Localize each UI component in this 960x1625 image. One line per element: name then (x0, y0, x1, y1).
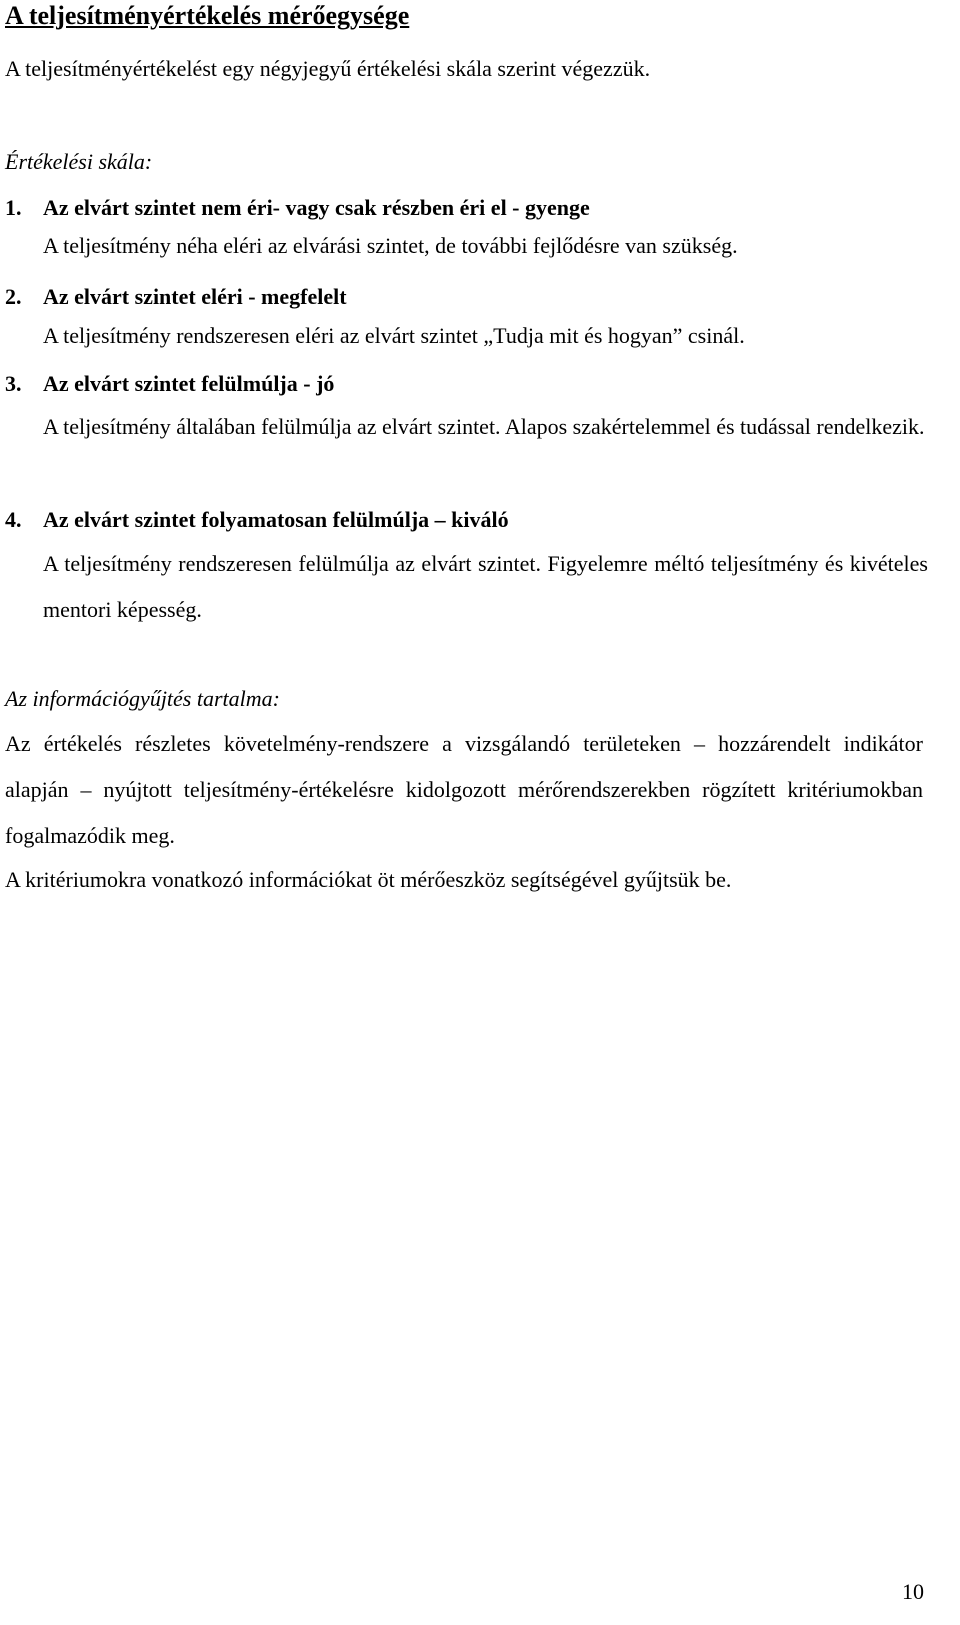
scale-item-1-title-text: Az elvárt szintet nem éri- vagy csak részben éri el - gyenge (43, 195, 590, 220)
page-number: 10 (902, 1579, 924, 1604)
scale-item-4-title-text: Az elvárt szintet folyamatosan felülmúlja – kiváló (43, 507, 509, 532)
intro-text: A teljesítményértékelést egy négyjegyű értékelési skála szerint végezzük. (5, 56, 651, 81)
scale-item-2-title (5, 283, 347, 311)
scale-item-4-description: A teljesítmény rendszeresen felülmúlja az elvárt szintet. Figyelemre méltó teljesítmény és kivételes mentori képesség. (43, 551, 928, 622)
scale-item-1-number: 1. (5, 195, 22, 220)
info-paragraph-2: A kritériumokra vonatkozó információkat öt mérőeszköz segítségével gyűjtsük be. (5, 867, 732, 892)
scale-item-4-number: 4. (5, 507, 22, 532)
scale-item-3-number: 3. (5, 371, 22, 396)
scale-item-3-title (5, 370, 334, 398)
scale-label: Értékelési skála: (5, 149, 153, 174)
scale-item-4-title (5, 506, 509, 534)
scale-item-3-title-text: Az elvárt szintet felülmúlja - jó (43, 371, 335, 396)
info-label: Az információgyűjtés tartalma: (5, 686, 280, 711)
scale-item-1-title (5, 194, 590, 222)
scale-item-2-description: A teljesítmény rendszeresen eléri az elvárt szintet „Tudja mit és hogyan” csinál. (43, 323, 745, 348)
scale-item-2-number: 2. (5, 284, 22, 309)
scale-item-1-description: A teljesítmény néha eléri az elvárási szintet, de további fejlődésre van szükség. (43, 233, 738, 258)
info-paragraph-1: Az értékelés részletes követelmény-rendszere a vizsgálandó területeken – hozzárendelt indikátor alapján – nyújtott teljesítmény-értékelésre kidolgozott mérőrendszerekben rögzített kritériumokban fogalmazódik meg. (5, 731, 923, 848)
scale-item-3-description: A teljesítmény általában felülmúlja az elvárt szintet. Alapos szakértelemmel és tudással rendelkezik. (43, 414, 925, 439)
page-heading: A teljesítményértékelés mérőegysége (5, 1, 410, 30)
scale-item-2-title-text: Az elvárt szintet eléri - megfelelt (43, 284, 347, 309)
